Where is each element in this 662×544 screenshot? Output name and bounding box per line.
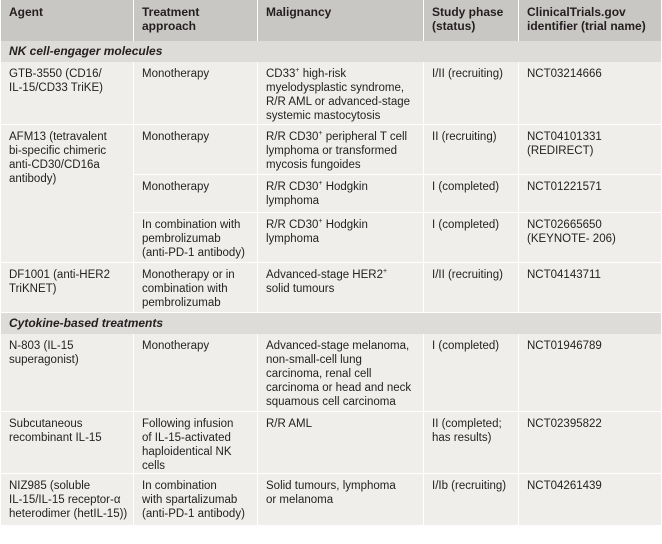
cell-phase: II (recruiting) <box>424 124 519 174</box>
cell-malignancy: R/R CD30+ Hodgkin lymphoma <box>258 174 424 212</box>
cell-phase: I/Ib (recruiting) <box>424 474 519 526</box>
cell-identifier: NCT03214666 <box>519 62 662 124</box>
cell-malignancy: Advanced-stage HER2+ solid tumours <box>258 262 424 312</box>
section-title-nk: NK cell-engager molecules <box>1 41 661 62</box>
cell-identifier: NCT02395822 <box>519 412 662 474</box>
cell-phase: II (completed; has results) <box>424 412 519 474</box>
table-row-subq-il15 <box>1 412 661 474</box>
cell-malignancy: Advanced-stage melanoma, non-small-cell lung carcinoma, renal cell carcinoma or head and neck squamous cell carcinoma <box>258 334 424 412</box>
cell-identifier: NCT04101331 (REDIRECT) <box>519 124 662 174</box>
table-row-gtb <box>1 62 661 124</box>
cell-phase: I (completed) <box>424 212 519 262</box>
cell-identifier: NCT01221571 <box>519 174 662 212</box>
cell-phase: I (completed) <box>424 334 519 412</box>
cell-approach: Monotherapy <box>134 124 258 174</box>
cell-approach: In combination with pembrolizumab (anti-PD-1 antibody) <box>134 212 258 262</box>
section-row-nk <box>1 41 661 62</box>
header-agent: Agent <box>9 5 43 19</box>
cell-malignancy: R/R CD30+ Hodgkin lymphoma <box>258 212 424 262</box>
table-row-df1001 <box>1 262 661 312</box>
cell-phase: I (completed) <box>424 174 519 212</box>
cell-phase: I/II (recruiting) <box>424 262 519 312</box>
cell-approach: Monotherapy or in combination with pembrolizumab <box>134 262 258 312</box>
cell-identifier: NCT04143711 <box>519 262 662 312</box>
section-row-cytokine <box>1 312 661 334</box>
cell-approach: Monotherapy <box>134 334 258 412</box>
cell-malignancy: CD33+ high-risk myelodysplastic syndrome, R/R AML or advanced-stage systemic mastocytosis <box>258 62 424 124</box>
table-header-row <box>1 0 661 41</box>
cell-agent: AFM13 (tetravalent bi-specific chimeric anti-CD30/CD16a antibody) <box>1 124 134 262</box>
cell-approach: Following infusion of IL-15-activated haploidentical NK cells <box>134 412 258 474</box>
cell-approach: Monotherapy <box>134 174 258 212</box>
cell-approach: In combination with spartalizumab (anti-PD-1 antibody) <box>134 474 258 526</box>
table-row-niz985 <box>1 474 661 526</box>
header-malignancy: Malignancy <box>258 0 424 41</box>
cell-agent: N-803 (IL-15 superagonist) <box>1 334 134 412</box>
cell-identifier: NCT02665650 (KEYNOTE- 206) <box>519 212 662 262</box>
cell-agent: NIZ985 (soluble IL-15/IL-15 receptor-α heterodimer (hetIL-15)) <box>1 474 134 526</box>
cell-agent: Subcutaneous recombinant IL-15 <box>1 412 134 474</box>
header-identifier: ClinicalTrials.gov identifier (trial name) <box>519 0 662 41</box>
cell-approach: Monotherapy <box>134 62 258 124</box>
table-row-afm13-1 <box>1 124 661 174</box>
header-study-phase: Study phase (status) <box>424 0 519 41</box>
cell-agent: DF1001 (anti-HER2 TriKNET) <box>1 262 134 312</box>
cell-identifier: NCT01946789 <box>519 334 662 412</box>
header-treatment-approach: Treatment approach <box>134 0 258 41</box>
clinical-trials-table <box>1 0 661 526</box>
cell-malignancy: R/R AML <box>258 412 424 474</box>
cell-malignancy: R/R CD30+ peripheral T cell lymphoma or transformed mycosis fungoides <box>258 124 424 174</box>
cell-phase: I/II (recruiting) <box>424 62 519 124</box>
cell-identifier: NCT04261439 <box>519 474 662 526</box>
table-row-n803 <box>1 334 661 412</box>
cell-malignancy: Solid tumours, lymphoma or melanoma <box>258 474 424 526</box>
cell-agent: GTB-3550 (CD16/ IL-15/CD33 TriKE) <box>1 62 134 124</box>
section-title-cytokine: Cytokine-based treatments <box>1 312 661 334</box>
